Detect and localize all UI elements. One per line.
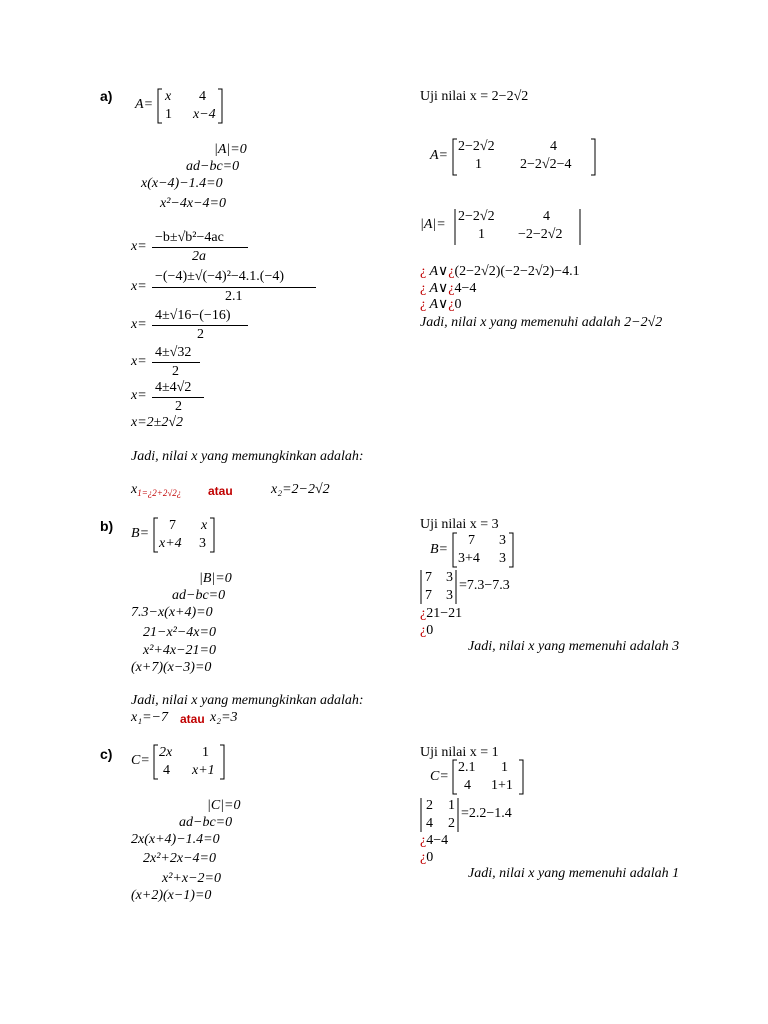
step-c-3: 2x(x+4)−1.4=0 — [131, 832, 220, 847]
quad-3-x: x= — [131, 317, 147, 332]
test-b-det-cell: 3 — [446, 588, 453, 603]
test-c-step-2: ¿0 — [420, 850, 434, 865]
matrix-b — [153, 517, 215, 553]
step-a-3: x(x−4)−1.4=0 — [141, 176, 223, 191]
quad-result: x=2±2√2 — [131, 415, 184, 430]
step-c-6: (x+2)(x−1)=0 — [131, 888, 212, 903]
step-b-4: 21−x²−4x=0 — [143, 625, 216, 640]
solution-a-x2: x₂=2−2√2 — [271, 482, 330, 497]
test-b-det-cell: 7 — [425, 588, 432, 603]
quad-4-line — [152, 362, 200, 363]
matrix-b-cell: 3 — [199, 536, 206, 551]
matrix-a-cell: 4 — [199, 89, 206, 104]
test-a-step-3: ¿ A∨¿0 — [420, 297, 462, 312]
test-a-det-cell: −2−2√2 — [518, 227, 563, 242]
test-b-det-cell: 3 — [446, 570, 453, 585]
test-c-matrix — [452, 759, 524, 795]
quad-1-num: −b±√b²−4ac — [155, 230, 224, 245]
quad-1-line — [152, 247, 248, 248]
step-b-6: (x+7)(x−3)=0 — [131, 660, 212, 675]
test-c-cell: 4 — [464, 778, 471, 793]
or-a: atau — [208, 484, 233, 498]
matrix-b-name: B= — [131, 526, 150, 541]
quad-5-line — [152, 397, 204, 398]
quad-5-num: 4±4√2 — [155, 380, 192, 395]
solution-a-x1: $x_{1=¿2+2√2¿}$ — [131, 482, 182, 498]
test-a-det-cell: 1 — [478, 227, 485, 242]
test-c-title: Uji nilai x = 1 — [420, 745, 499, 760]
test-a-cell: 4 — [550, 139, 557, 154]
quad-2-den: 2.1 — [225, 289, 243, 304]
test-c-det — [420, 797, 460, 833]
matrix-a-cell: x−4 — [193, 107, 216, 122]
matrix-c-name: C= — [131, 753, 150, 768]
test-a-conclusion: Jadi, nilai x yang memenuhi adalah 2−2√2 — [420, 315, 663, 330]
test-c-det-rhs: =2.2−1.4 — [461, 806, 512, 821]
or-b: atau — [180, 712, 205, 726]
test-c-det-cell: 4 — [426, 816, 433, 831]
part-a-label: a) — [100, 88, 113, 104]
quad-2-line — [152, 287, 316, 288]
part-b-label: b) — [100, 518, 114, 534]
test-a-det-name: |A|= — [420, 217, 446, 232]
quad-2-num: −(−4)±√(−4)²−4.1.(−4) — [155, 269, 285, 284]
test-c-det-cell: 2 — [426, 798, 433, 813]
step-b-3: 7.3−x(x+4)=0 — [131, 605, 213, 620]
matrix-b-cell: x — [201, 518, 208, 533]
test-b-step-1: ¿21−21 — [420, 606, 463, 621]
test-c-det-cell: 1 — [448, 798, 455, 813]
matrix-a-name: A= — [135, 97, 154, 112]
test-b-cell: 3 — [499, 533, 506, 548]
step-a-2: ad−bc=0 — [186, 159, 240, 174]
solution-b-x1: x₁=−7 — [131, 710, 168, 725]
matrix-a-cell: 1 — [165, 107, 172, 122]
test-b-conclusion: Jadi, nilai x yang memenuhi adalah 3 — [468, 639, 680, 654]
test-c-cell: 2.1 — [458, 760, 476, 775]
step-c-4: 2x²+2x−4=0 — [143, 851, 216, 866]
step-b-2: ad−bc=0 — [172, 588, 226, 603]
quad-4-den: 2 — [172, 364, 179, 379]
test-a-cell: 2−2√2−4 — [520, 157, 572, 172]
test-c-matrix-name: C= — [430, 769, 449, 784]
quad-3-den: 2 — [197, 327, 204, 342]
test-b-det — [420, 569, 458, 605]
matrix-c-cell: 2x — [159, 745, 173, 760]
quad-5-den: 2 — [175, 399, 182, 414]
test-b-cell: 7 — [468, 533, 475, 548]
matrix-a — [157, 88, 223, 124]
quad-5-x: x= — [131, 388, 147, 403]
matrix-a-cell: x — [165, 89, 172, 104]
step-a-1: |A|=0 — [214, 142, 247, 157]
test-a-cell: 2−2√2 — [458, 139, 495, 154]
test-a-matrix — [452, 138, 596, 176]
test-a-det-cell: 4 — [543, 209, 550, 224]
quad-2-x: x= — [131, 279, 147, 294]
conclusion-b: Jadi, nilai x yang memungkinkan adalah: — [131, 693, 364, 708]
test-b-cell: 3 — [499, 551, 506, 566]
test-b-matrix-name: B= — [430, 542, 448, 557]
test-c-det-cell: 2 — [448, 816, 455, 831]
matrix-c-cell: x+1 — [192, 763, 215, 778]
step-a-4: x²−4x−4=0 — [160, 196, 226, 211]
matrix-c-cell: 4 — [163, 763, 170, 778]
test-b-title: Uji nilai x = 3 — [420, 517, 499, 532]
step-c-2: ad−bc=0 — [179, 815, 233, 830]
matrix-b-cell: x+4 — [159, 536, 182, 551]
quad-3-num: 4±√16−(−16) — [155, 308, 231, 323]
test-c-cell: 1 — [501, 760, 508, 775]
test-a-cell: 1 — [475, 157, 482, 172]
quad-1-den: 2a — [192, 249, 206, 264]
matrix-b-cell: 7 — [169, 518, 176, 533]
test-a-det — [454, 208, 582, 246]
test-b-det-cell: 7 — [425, 570, 432, 585]
test-b-matrix — [452, 532, 514, 568]
matrix-c — [153, 744, 225, 780]
test-a-step-1: ¿ A∨¿(2−2√2)(−2−2√2)−4.1 — [420, 264, 580, 279]
test-a-title: Uji nilai x = 2−2√2 — [420, 89, 529, 104]
quad-3-line — [152, 325, 248, 326]
test-a-step-2: ¿ A∨¿4−4 — [420, 281, 477, 296]
conclusion-a: Jadi, nilai x yang memungkinkan adalah: — [131, 449, 364, 464]
test-b-step-2: ¿0 — [420, 623, 434, 638]
test-c-cell: 1+1 — [491, 778, 513, 793]
step-b-1: |B|=0 — [199, 571, 232, 586]
matrix-c-cell: 1 — [202, 745, 209, 760]
test-c-step-1: ¿4−4 — [420, 833, 449, 848]
test-b-det-rhs: =7.3−7.3 — [459, 578, 510, 593]
step-c-1: |C|=0 — [207, 798, 241, 813]
test-a-matrix-name: A= — [430, 148, 448, 163]
test-b-cell: 3+4 — [458, 551, 480, 566]
part-c-label: c) — [100, 746, 113, 762]
quad-4-x: x= — [131, 354, 147, 369]
test-c-conclusion: Jadi, nilai x yang memenuhi adalah 1 — [468, 866, 680, 881]
quad-4-num: 4±√32 — [155, 345, 192, 360]
solution-b-x2: x₂=3 — [210, 710, 238, 725]
step-c-5: x²+x−2=0 — [162, 871, 221, 886]
test-a-det-cell: 2−2√2 — [458, 209, 495, 224]
step-b-5: x²+4x−21=0 — [143, 643, 216, 658]
quad-1-x: x= — [131, 239, 147, 254]
